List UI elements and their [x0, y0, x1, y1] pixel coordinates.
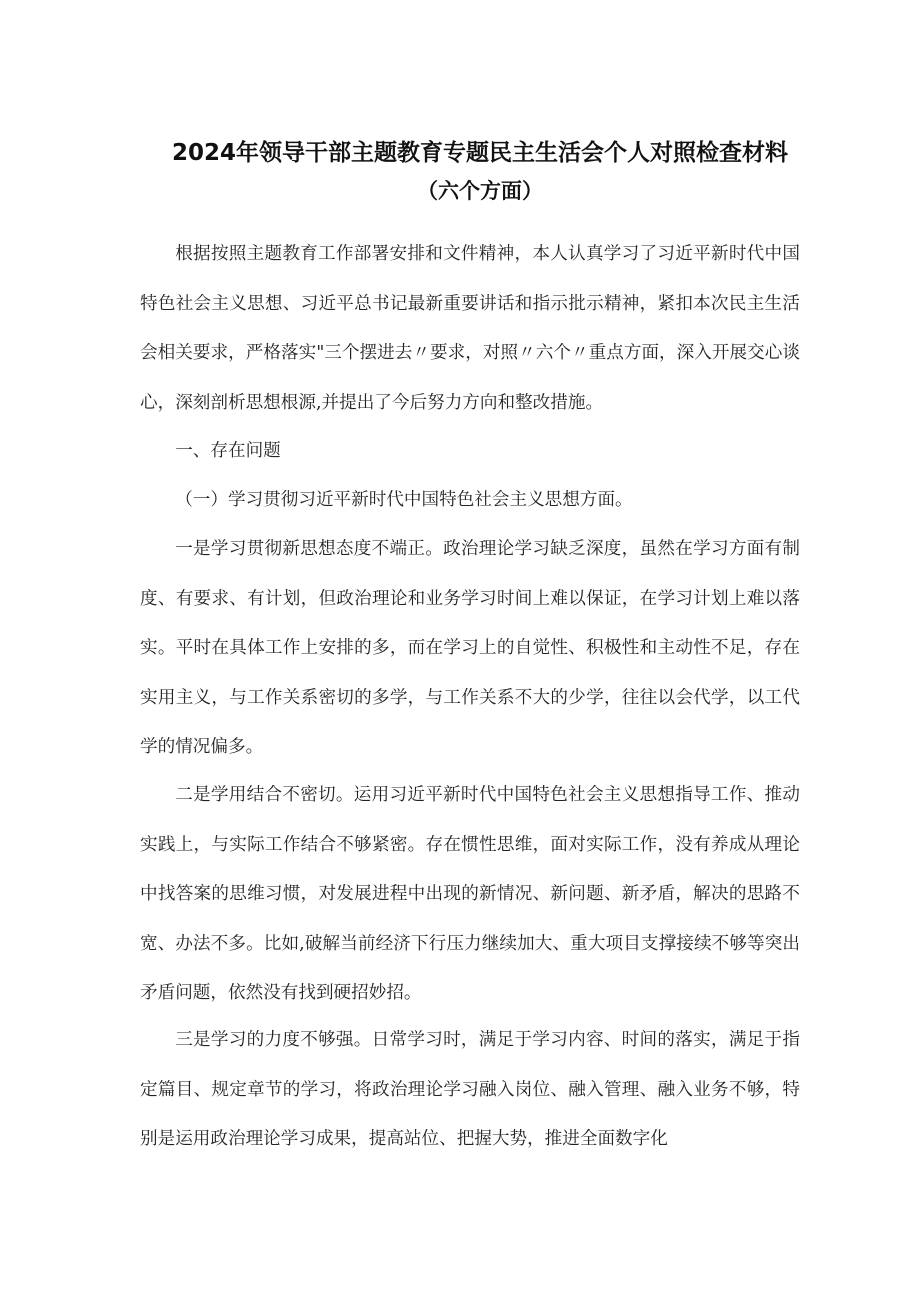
point-two-paragraph: 二是学用结合不密切。运用习近平新时代中国特色社会主义思想指导工作、推动实践上，与实际工作结合不够紧密。存在惯性思维，面对实际工作，没有养成从理论中找答案的思维习惯，对发展进程中出现的新情况、新问题、新矛盾，解决的思路不宽、办法不多。比如,破解当前经济下行压力继续加大、重大项目支撑接续不够等突出矛盾问题，依然没有找到硬招妙招。 — [140, 785, 800, 1003]
point-three-paragraph: 三是学习的力度不够强。日常学习时，满足于学习内容、时间的落实，满足于指定篇目、规定章节的学习，将政治理论学习融入岗位、融入管理、融入业务不够，特别是运用政治理论学习成果，提高站位、把握大势，推进全面数字化 — [140, 1030, 800, 1149]
document-title: 2024年领导干部主题教育专题民主生活会个人对照检查材料 — [171, 140, 788, 166]
subsection-heading: （一）学习贯彻习近平新时代中国特色社会主义思想方面。 — [175, 490, 633, 510]
section-heading: 一、存在问题 — [175, 441, 281, 461]
point-one-paragraph: 一是学习贯彻新思想态度不端正。政治理论学习缺乏深度，虽然在学习方面有制度、有要求、有计划，但政治理论和业务学习时间上难以保证，在学习计划上难以落实。平时在具体工作上安排的多，而在学习上的自觉性、积极性和主动性不足，存在实用主义，与工作关系密切的多学，与工作关系不大的少学，往往以会代学，以工代学的情况偏多。 — [140, 539, 800, 757]
intro-paragraph: 根据按照主题教育工作部署安排和文件精神，本人认真学习了习近平新时代中国特色社会主义思想、习近平总书记最新重要讲话和指示批示精神，紧扣本次民主生活会相关要求，严格落实"三个摆进去〃要求，对照〃六个〃重点方面，深入开展交心谈心，深刻剖析思想根源,并提出了今后努力方向和整改措施。 — [140, 244, 800, 413]
document-subtitle: （六个方面） — [417, 179, 543, 203]
